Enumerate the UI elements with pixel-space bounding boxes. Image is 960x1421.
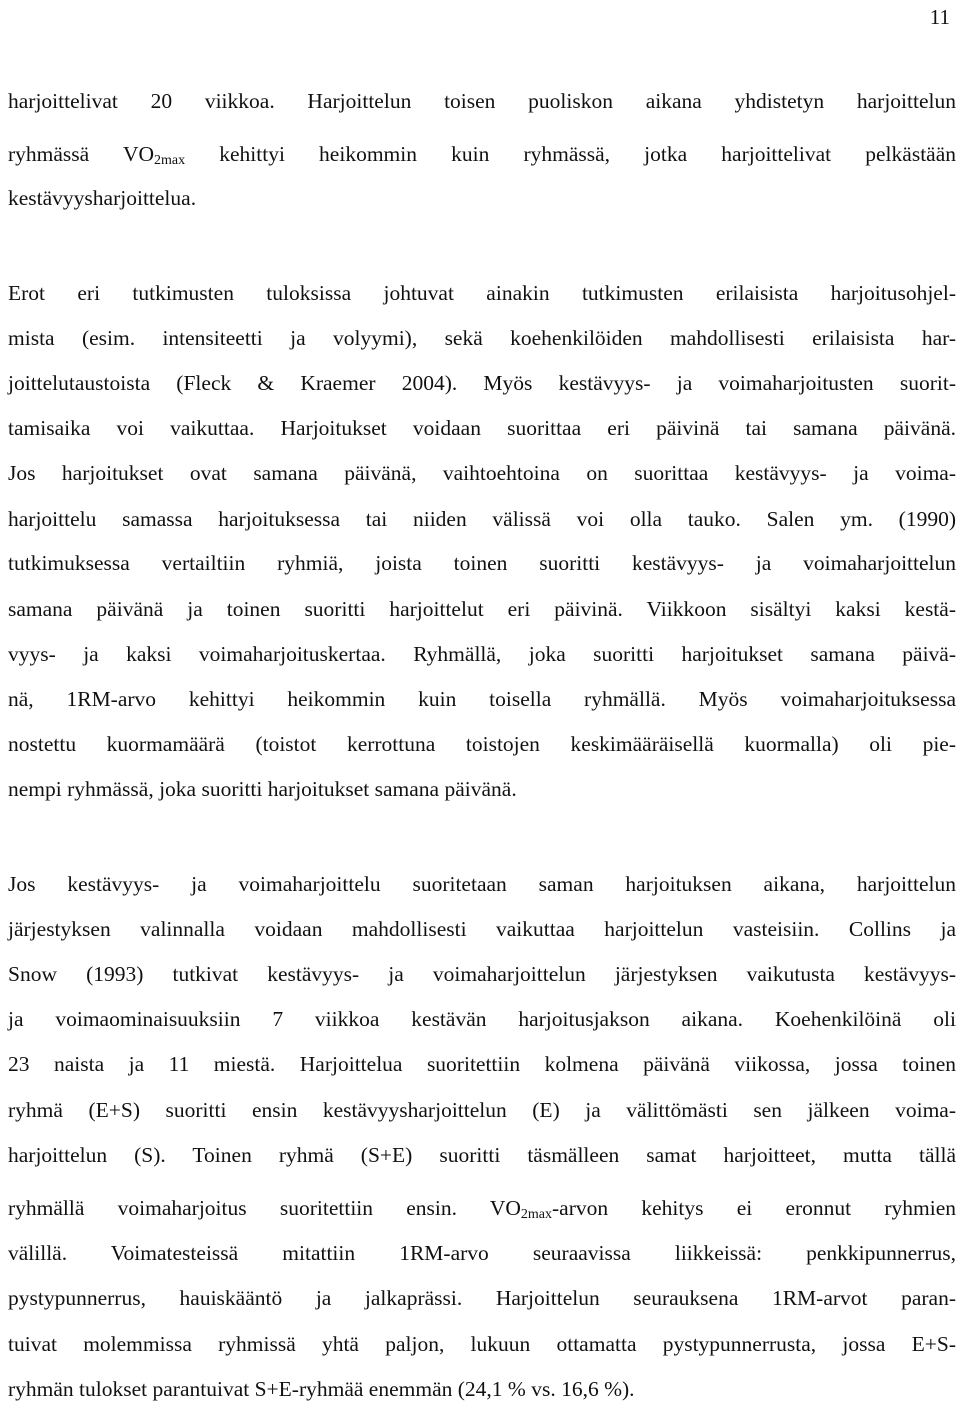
text-line-content: kestävyysharjoittelua. xyxy=(8,186,197,210)
text-line-content: ja voimaominaisuuksiin 7 viikkoa kestävän harjoitusjakson aikana. Koehenkilöinä oli xyxy=(8,1007,956,1031)
text-line xyxy=(8,141,956,167)
text-line xyxy=(8,641,956,667)
text-line xyxy=(8,686,956,712)
text-line-content: Jos harjoitukset ovat samana päivänä, vaihtoehtoina on suorittaa kestävyys- ja voima- xyxy=(8,461,956,485)
text-line xyxy=(8,1331,956,1357)
text-line-content: järjestyksen valinnalla voidaan mahdollisesti vaikuttaa harjoittelun vasteisiin. Collins ja xyxy=(8,917,956,941)
text-line-content: samana päivänä ja toinen suoritti harjoittelut eri päivinä. Viikkoon sisältyi kaksi kestä- xyxy=(8,597,956,621)
text-line-content: nempi ryhmässä, joka suoritti harjoitukset samana päivänä. xyxy=(8,777,517,801)
text-line-content: Erot eri tutkimusten tuloksissa johtuvat ainakin tutkimusten erilaisista harjoitusohjel- xyxy=(8,281,956,305)
text-line xyxy=(8,185,196,211)
text-line xyxy=(8,961,956,987)
text-line-content: 23 naista ja 11 miestä. Harjoittelua suoritettiin kolmena päivänä viikossa, jossa toinen xyxy=(8,1052,956,1076)
text-line-content: tamisaika voi vaikuttaa. Harjoitukset voidaan suorittaa eri päivinä tai samana päivänä. xyxy=(8,416,956,440)
text-line xyxy=(8,88,956,114)
text-line xyxy=(8,1240,956,1266)
text-line-content: harjoittelun (S). Toinen ryhmä (S+E) suoritti täsmälleen samat harjoitteet, mutta tällä xyxy=(8,1143,956,1167)
subscript: 2max xyxy=(520,1207,553,1222)
text-line xyxy=(8,506,956,532)
text-line xyxy=(8,1097,956,1123)
text-line-content: vyys- ja kaksi voimaharjoituskertaa. Ryhmällä, joka suoritti harjoitukset samana päivä- xyxy=(8,642,956,666)
text-line xyxy=(8,1051,956,1077)
text-line-content: Jos kestävyys- ja voimaharjoittelu suoritetaan saman harjoituksen aikana, harjoittelun xyxy=(8,872,956,896)
text-line-content: ryhmässä VO xyxy=(8,142,154,166)
text-line-content: välillä. Voimatesteissä mitattiin 1RM-arvo seuraavissa liikkeissä: penkkipunnerrus, xyxy=(8,1241,956,1265)
text-line-content: nostettu kuormamäärä (toistot kerrottuna toistojen keskimääräisellä kuormalla) oli pie- xyxy=(8,732,956,756)
text-line xyxy=(8,280,956,306)
text-line-content: ryhmällä voimaharjoitus suoritettiin ensin. VO xyxy=(8,1196,521,1220)
text-line-content: kehittyi heikommin kuin ryhmässä, jotka harjoittelivat pelkästään xyxy=(185,142,956,166)
text-line-content: ryhmän tulokset parantuivat S+E-ryhmää enemmän (24,1 % vs. 16,6 %). xyxy=(8,1377,635,1401)
text-line-content: joittelutaustoista (Fleck & Kraemer 2004). Myös kestävyys- ja voimaharjoitusten suorit- xyxy=(8,371,956,395)
text-line-content: tutkimuksessa vertailtiin ryhmiä, joista toinen suoritti kestävyys- ja voimaharjoittelun xyxy=(8,551,956,575)
text-line xyxy=(8,1376,635,1402)
page-number: 11 xyxy=(929,5,950,29)
text-line xyxy=(8,1006,956,1032)
text-line-content: pystypunnerrus, hauiskääntö ja jalkaprässi. Harjoittelun seurauksena 1RM-arvot paran- xyxy=(8,1286,956,1310)
subscript: 2max xyxy=(154,153,186,168)
text-line xyxy=(8,871,956,897)
text-line xyxy=(8,916,956,942)
text-line xyxy=(8,596,956,622)
text-line xyxy=(8,1195,956,1221)
text-line-content: Snow (1993) tutkivat kestävyys- ja voimaharjoittelun järjestyksen vaikutusta kestävyys- xyxy=(8,962,956,986)
text-line xyxy=(8,1142,956,1168)
text-line xyxy=(8,460,956,486)
text-line xyxy=(8,325,956,351)
text-line-content: mista (esim. intensiteetti ja volyymi), sekä koehenkilöiden mahdollisesti erilaisista har- xyxy=(8,326,956,350)
text-line xyxy=(8,731,956,757)
text-line xyxy=(8,370,956,396)
text-line-content: tuivat molemmissa ryhmissä yhtä paljon, lukuun ottamatta pystypunnerrusta, jossa E+S- xyxy=(8,1332,956,1356)
text-line xyxy=(8,550,956,576)
text-line-content: -arvon kehitys ei eronnut ryhmien xyxy=(552,1196,956,1220)
text-line-content: ryhmä (E+S) suoritti ensin kestävyysharjoittelun (E) ja välittömästi sen jälkeen voima- xyxy=(8,1098,956,1122)
text-line xyxy=(8,415,956,441)
text-line xyxy=(8,776,517,802)
text-line-content: harjoittelu samassa harjoituksessa tai niiden välissä voi olla tauko. Salen ym. (1990) xyxy=(8,507,956,531)
text-line-content: nä, 1RM-arvo kehittyi heikommin kuin toisella ryhmällä. Myös voimaharjoituksessa xyxy=(8,687,956,711)
text-line-content: harjoittelivat 20 viikkoa. Harjoittelun toisen puoliskon aikana yhdistetyn harjoittelun xyxy=(8,89,956,113)
text-line xyxy=(8,1285,956,1311)
